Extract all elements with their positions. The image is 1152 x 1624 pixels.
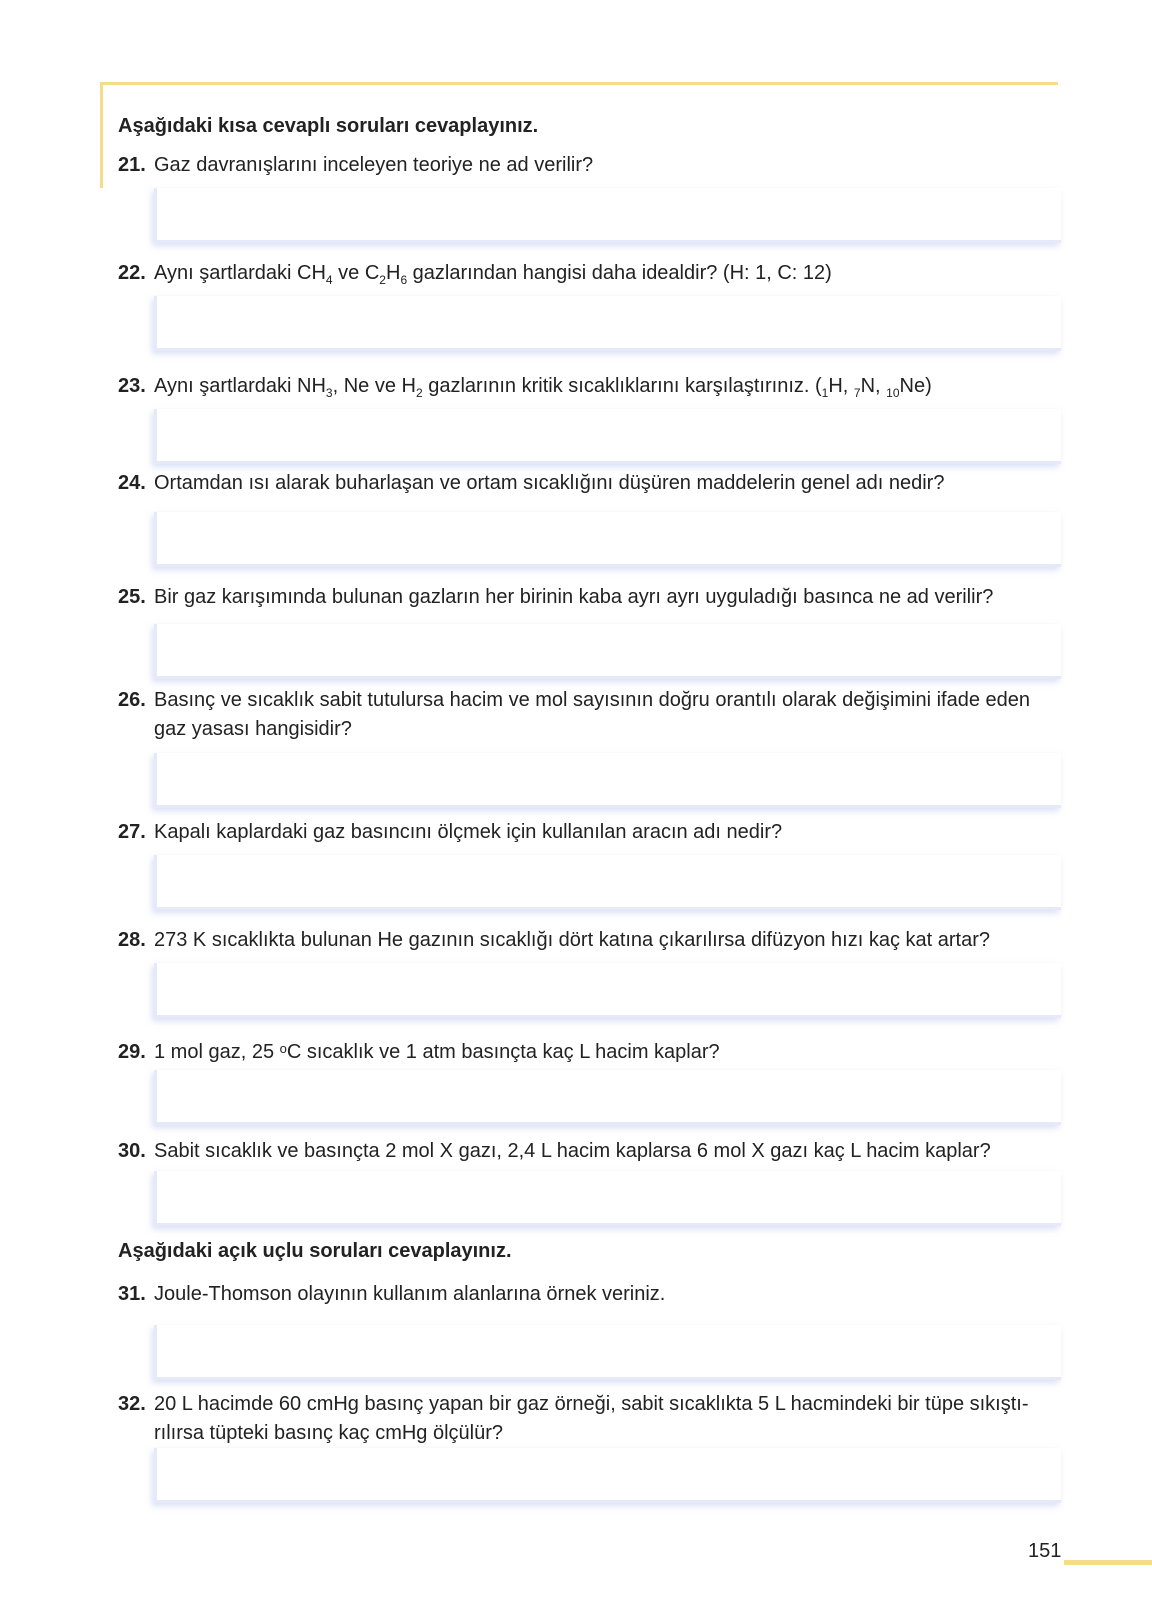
question-22: [118, 259, 1063, 288]
answer-box-29[interactable]: [154, 1070, 1061, 1125]
question-30: [118, 1137, 1063, 1166]
question-27: [118, 818, 1063, 847]
question-21: [118, 151, 1063, 180]
page-number: 151: [1028, 1540, 1062, 1562]
question-number: 21.: [118, 154, 146, 176]
question-text: Basınç ve sıcaklık sabit tutulursa hacim ve mol sayısının doğru orantılı olarak değişimini ifade eden gaz yasası hangisidir?: [154, 689, 1030, 740]
answer-box-24[interactable]: [154, 512, 1061, 567]
question-number: 23.: [118, 375, 146, 397]
section-title-short-answer: Aşağıdaki kısa cevaplı soruları cevaplayınız.: [118, 115, 539, 137]
question-26: [118, 686, 1063, 744]
question-29: [118, 1038, 1063, 1067]
question-text: 1 mol gaz, 25 $^o$C sıcaklık ve 1 atm basınçta kaç L hacim kaplar?: [154, 1041, 720, 1063]
frame-left-border: [100, 82, 103, 188]
question-number: 27.: [118, 821, 146, 843]
question-number: 32.: [118, 1393, 146, 1415]
answer-box-25[interactable]: [154, 624, 1061, 679]
answer-box-31[interactable]: [154, 1325, 1061, 1380]
answer-box-28[interactable]: [154, 963, 1061, 1018]
question-28: [118, 926, 1063, 955]
question-text: 273 K sıcaklıkta bulunan He gazının sıcaklığı dört katına çıkarılırsa difüzyon hızı kaç kat artar?: [154, 929, 990, 951]
question-text: Bir gaz karışımında bulunan gazların her birinin kaba ayrı ayrı uyguladığı basınca ne ad verilir?: [154, 586, 994, 608]
question-24: [118, 469, 1063, 498]
answer-box-27[interactable]: [154, 855, 1061, 910]
question-number: 31.: [118, 1283, 146, 1305]
page-number-accent-bar: [1064, 1560, 1152, 1565]
answer-box-32[interactable]: [154, 1448, 1061, 1503]
question-number: 22.: [118, 262, 146, 284]
question-25: [118, 583, 1063, 612]
question-text: Aynı şartlardaki $NH_3$, Ne ve $H_2$ gazlarının kritik sıcaklıklarını karşılaştırınız. ($_1H$, $_7$N, $_{10}$Ne): [154, 375, 932, 400]
question-text: 20 L hacimde 60 cmHg basınç yapan bir gaz örneği, sabit sıcaklıkta 5 L hacmindeki bir tüpe sıkıştı- rılırsa tüpteki basınç kaç cmHg ölçülür?: [154, 1393, 1029, 1444]
question-text: Ortamdan ısı alarak buharlaşan ve ortam sıcaklığını düşüren maddelerin genel adı nedir?: [154, 472, 945, 494]
question-23: [118, 372, 1063, 401]
answer-box-26[interactable]: [154, 753, 1061, 808]
section-title-open-ended: Aşağıdaki açık uçlu soruları cevaplayınız.: [118, 1240, 512, 1262]
question-number: 30.: [118, 1140, 146, 1162]
question-number: 24.: [118, 472, 146, 494]
question-31: [118, 1280, 1063, 1309]
answer-box-22[interactable]: [154, 296, 1061, 351]
question-text: Kapalı kaplardaki gaz basıncını ölçmek için kullanılan aracın adı nedir?: [154, 821, 783, 843]
question-number: 25.: [118, 586, 146, 608]
answer-box-30[interactable]: [154, 1171, 1061, 1226]
question-text: Joule-Thomson olayının kullanım alanlarına örnek veriniz.: [154, 1283, 666, 1305]
answer-box-21[interactable]: [154, 188, 1061, 243]
question-text: Sabit sıcaklık ve basınçta 2 mol X gazı, 2,4 L hacim kaplarsa 6 mol X gazı kaç L hacim kaplar?: [154, 1140, 991, 1162]
question-number: 28.: [118, 929, 146, 951]
question-number: 29.: [118, 1041, 146, 1063]
question-text: Aynı şartlardaki $CH_4$ ve $C_2H_6$ gazlarından hangisi daha idealdir? (H: 1, C: 12): [154, 262, 832, 287]
answer-box-23[interactable]: [154, 409, 1061, 464]
question-32: [118, 1390, 1063, 1448]
frame-top-border: [100, 82, 1058, 85]
question-number: 26.: [118, 689, 146, 711]
question-text: Gaz davranışlarını inceleyen teoriye ne ad verilir?: [154, 154, 594, 176]
